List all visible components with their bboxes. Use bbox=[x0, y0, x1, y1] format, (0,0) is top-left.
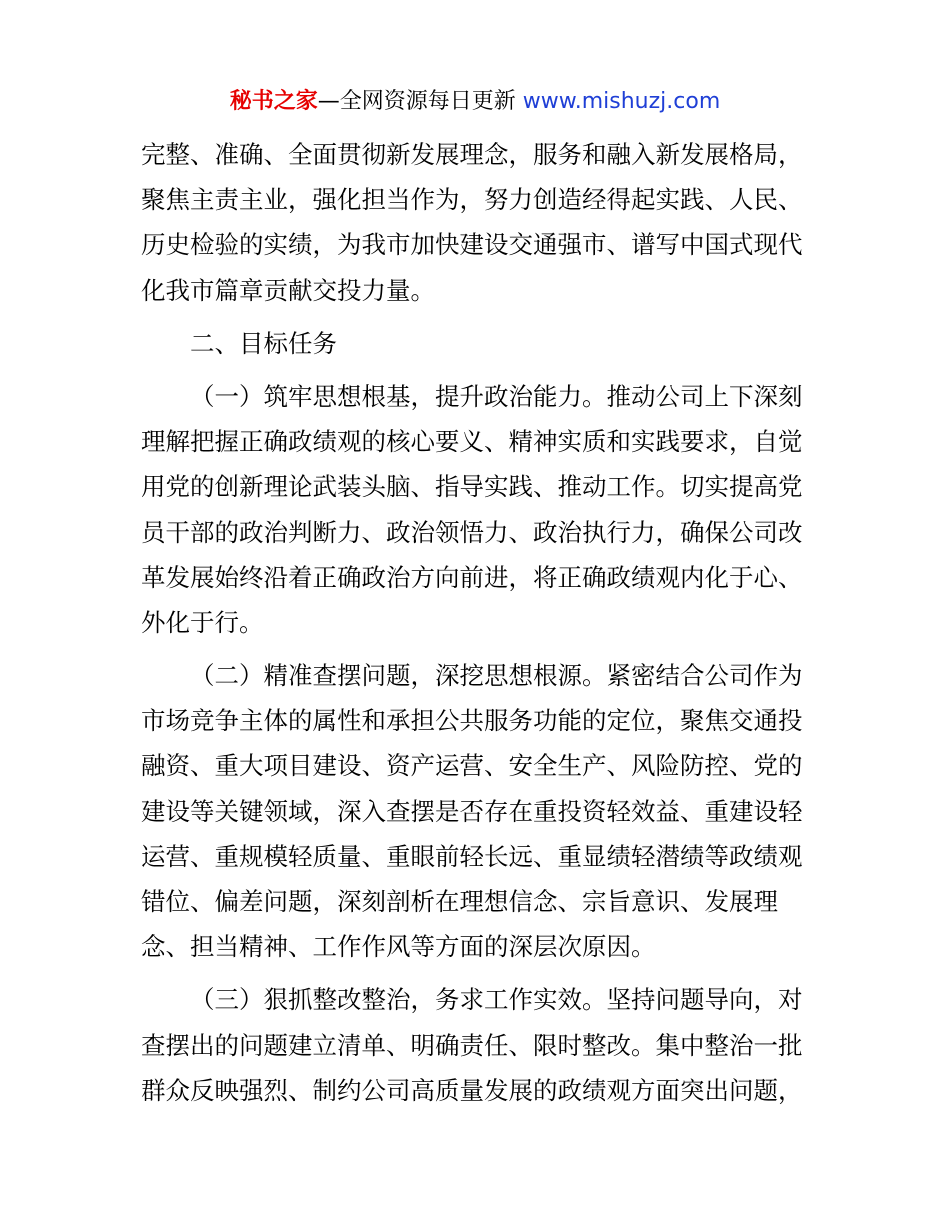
site-url-link[interactable]: www.mishuzj.com bbox=[522, 89, 721, 114]
text-line: 理解把握正确政绩观的核心要义、精神实质和实践要求，自觉 bbox=[141, 427, 803, 457]
text-line: 用党的创新理论武装头脑、指导实践、推动工作。切实提高党 bbox=[141, 472, 803, 502]
text-line: （一）筑牢思想根基，提升政治能力。推动公司上下深刻 bbox=[190, 381, 803, 411]
site-header bbox=[0, 86, 950, 118]
text-line: 念、担当精神、工作作风等方面的深层次原因。 bbox=[141, 932, 656, 962]
text-line: 融资、重大项目建设、资产运营、安全生产、风险防控、党的 bbox=[141, 751, 803, 781]
text-line: 员干部的政治判断力、政治领悟力、政治执行力，确保公司改 bbox=[141, 517, 803, 547]
paragraph-item-3 bbox=[141, 977, 813, 1113]
section-heading bbox=[141, 321, 813, 366]
text-line: 建设等关键领域，深入查摆是否存在重投资轻效益、重建设轻 bbox=[141, 796, 803, 826]
heading-line: 二、目标任务 bbox=[190, 328, 337, 358]
text-line: 革发展始终沿着正确政治方向前进，将正确政绩观内化于心、 bbox=[141, 562, 803, 592]
text-line: （三）狠抓整改整治，务求工作实效。坚持问题导向，对 bbox=[190, 985, 803, 1015]
text-line: 运营、重规模轻质量、重眼前轻长远、重显绩轻潜绩等政绩观 bbox=[141, 841, 803, 871]
text-line: 外化于行。 bbox=[141, 607, 264, 637]
text-line: 化我市篇章贡献交投力量。 bbox=[141, 275, 435, 305]
text-line: 错位、偏差问题，深刻剖析在理想信念、宗旨意识、发展理 bbox=[141, 887, 778, 916]
text-line: （二）精准查摆问题，深挖思想根源。紧密结合公司作为 bbox=[190, 661, 803, 691]
text-line: 群众反映强烈、制约公司高质量发展的政绩观方面突出问题， bbox=[141, 1075, 803, 1105]
paragraph-item-2 bbox=[141, 653, 813, 969]
text-line: 查摆出的问题建立清单、明确责任、限时整改。集中整治一批 bbox=[141, 1030, 803, 1060]
paragraph-intro bbox=[141, 132, 813, 313]
site-tagline: —全网资源每日更新 bbox=[317, 89, 523, 114]
text-line: 聚焦主责主业，强化担当作为，努力创造经得起实践、人民、 bbox=[141, 185, 803, 215]
text-line: 完整、准确、全面贯彻新发展理念，服务和融入新发展格局， bbox=[141, 140, 803, 169]
site-brand: 秘书之家 bbox=[229, 89, 318, 114]
document-body bbox=[141, 132, 813, 1113]
text-line: 历史检验的实绩，为我市加快建设交通强市、谱写中国式现代 bbox=[141, 230, 803, 260]
paragraph-item-1 bbox=[141, 374, 813, 645]
text-line: 市场竞争主体的属性和承担公共服务功能的定位，聚焦交通投 bbox=[141, 706, 803, 736]
